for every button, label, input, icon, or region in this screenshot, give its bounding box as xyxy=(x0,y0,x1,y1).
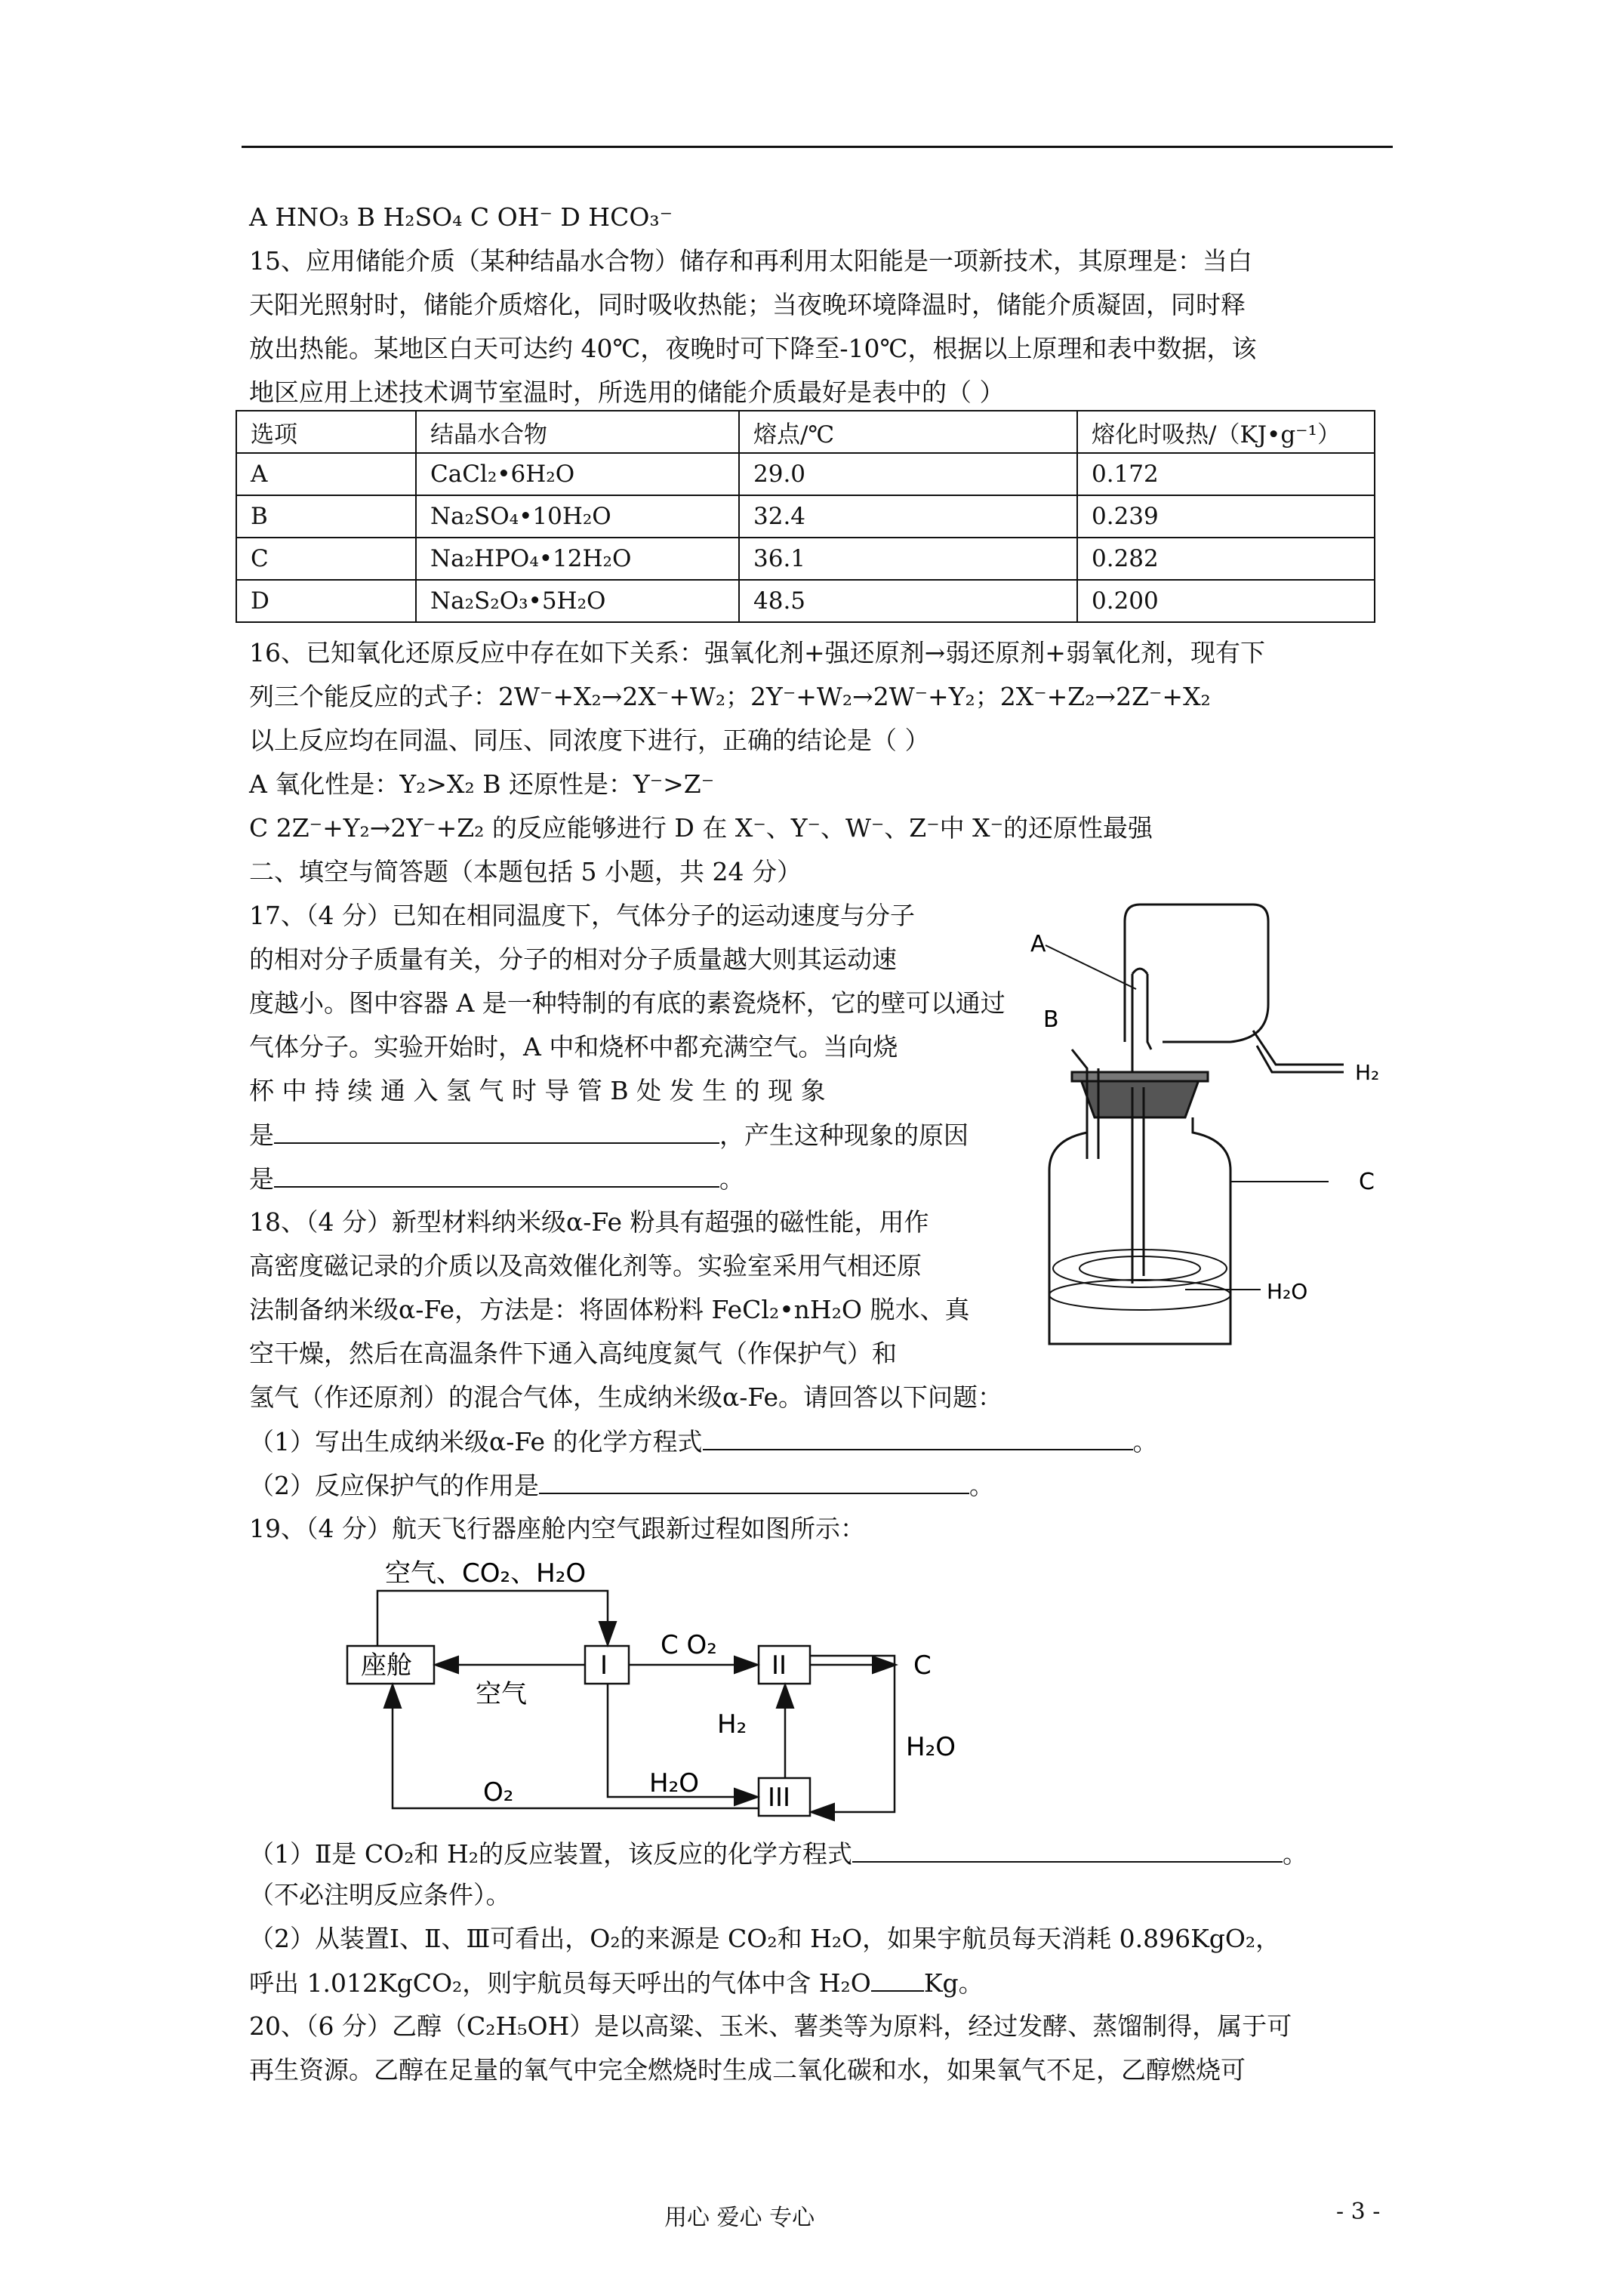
q18-line: 18、（4 分）新型材料纳米级α-Fe 粉具有超强的磁性能，用作 xyxy=(249,1207,929,1237)
q16-line: A 氧化性是：Y₂>X₂ B 还原性是：Y⁻>Z⁻ xyxy=(249,769,715,799)
q18-line: 高密度磁记录的介质以及高效催化剂等。实验室采用气相还原 xyxy=(249,1251,922,1281)
table-row xyxy=(236,453,1375,495)
q19-sub2-line2 xyxy=(249,1968,984,1999)
q17-line: 杯 中 持 续 通 入 氢 气 时 导 管 B 处 发 生 的 现 象 xyxy=(249,1076,826,1105)
device-i-label: I xyxy=(600,1650,608,1681)
table-row xyxy=(236,580,1375,622)
text: 。 xyxy=(969,1471,994,1500)
text: （1）写出生成纳米级α-Fe 的化学方程式 xyxy=(249,1427,703,1456)
device-iii-label: III xyxy=(768,1783,791,1813)
text: 是 xyxy=(249,1164,274,1194)
text: （1）Ⅱ是 CO₂和 H₂的反应装置，该反应的化学方程式 xyxy=(249,1839,852,1869)
q18-line: 氢气（作还原剂）的混合气体，生成纳米级α-Fe。请回答以下问题： xyxy=(249,1382,1003,1412)
device-ii-label: II xyxy=(771,1650,787,1681)
q17-line: 17、（4 分）已知在相同温度下，气体分子的运动速度与分子 xyxy=(249,901,915,930)
table-cell: 0.282 xyxy=(1077,538,1375,580)
o2-label: O₂ xyxy=(483,1777,514,1808)
co2-label: C O₂ xyxy=(661,1630,717,1660)
table-row xyxy=(236,538,1375,580)
table-header-cell: 熔点/℃ xyxy=(739,411,1077,453)
q18-sub1 xyxy=(249,1426,1158,1457)
table-cell: 36.1 xyxy=(739,538,1077,580)
q17-answer-line-1 xyxy=(249,1120,969,1151)
text: 。 xyxy=(1282,1839,1307,1869)
table-cell: C xyxy=(236,538,416,580)
q16-line: 以上反应均在同温、同压、同浓度下进行，正确的结论是（ ） xyxy=(249,726,930,755)
table-cell: 0.200 xyxy=(1077,580,1375,622)
q19-intro: 19、（4 分）航天飞行器座舱内空气跟新过程如图所示： xyxy=(249,1514,865,1543)
q17-answer-line-2 xyxy=(249,1163,744,1194)
cabin-air-cycle-figure xyxy=(332,1552,1012,1823)
table-header-cell: 结晶水合物 xyxy=(416,411,739,453)
diffusion-apparatus-figure xyxy=(1027,891,1442,1351)
table-cell: 48.5 xyxy=(739,580,1077,622)
q20-line: 再生资源。乙醇在足量的氧气中完全燃烧时生成二氧化碳和水，如果氧气不足，乙醇燃烧可 xyxy=(249,2055,1246,2085)
q17-line: 的相对分子质量有关，分子的相对分子质量越大则其运动速 xyxy=(249,945,897,974)
cabin-label: 座舱 xyxy=(361,1650,412,1681)
table-cell: 0.172 xyxy=(1077,453,1375,495)
table-row xyxy=(236,495,1375,538)
q16-line: 列三个能反应的式子：2W⁻+X₂→2X⁻+W₂；2Y⁻+W₂→2W⁻+Y₂；2X⁻+Z₂→2Z⁻+X₂ xyxy=(249,682,1211,711)
table-header-cell: 熔化时吸热/（KJ•g⁻¹） xyxy=(1077,411,1375,453)
q19-sub1-note: （不必注明反应条件）。 xyxy=(249,1880,511,1909)
table-cell: CaCl₂•6H₂O xyxy=(416,453,739,495)
table-header-cell: 选项 xyxy=(236,411,416,453)
table-cell: 29.0 xyxy=(739,453,1077,495)
q18-line: 空干燥，然后在高温条件下通入高纯度氮气（作保护气）和 xyxy=(249,1339,897,1368)
text: （2）反应保护气的作用是 xyxy=(249,1471,539,1500)
q17-line: 气体分子。实验开始时，A 中和烧杯中都充满空气。当向烧 xyxy=(249,1032,898,1062)
h2-label: H₂ xyxy=(717,1709,747,1740)
q16-line: 16、已知氧化还原反应中存在如下关系：强氧化剂+强还原剂→弱还原剂+弱氧化剂，现有下 xyxy=(249,638,1265,667)
answer-blank[interactable] xyxy=(274,1163,719,1188)
page-number: - 3 - xyxy=(1336,2199,1381,2225)
text: 。 xyxy=(1132,1427,1158,1456)
table-cell: Na₂S₂O₃•5H₂O xyxy=(416,580,739,622)
footer-motto: 用心 爱心 专心 xyxy=(664,2205,815,2231)
q15-line: 地区应用上述技术调节室温时，所选用的储能介质最好是表中的（ ） xyxy=(249,378,1005,407)
q16-line: C 2Z⁻+Y₂→2Y⁻+Z₂ 的反应能够进行 D 在 X⁻、Y⁻、W⁻、Z⁻中 X⁻的还原性最强 xyxy=(249,813,1153,843)
table-cell: Na₂SO₄•10H₂O xyxy=(416,495,739,538)
q15-line: 放出热能。某地区白天可达约 40℃，夜晚时可下降至-10℃，根据以上原理和表中数据，该 xyxy=(249,334,1257,363)
air-label: 空气 xyxy=(476,1679,527,1709)
section-heading: 二、填空与简答题（本题包括 5 小题，共 24 分） xyxy=(249,857,802,886)
label-c: C xyxy=(1359,1169,1375,1195)
table-cell: A xyxy=(236,453,416,495)
q19-sub1 xyxy=(249,1838,1307,1869)
text: 是 xyxy=(249,1120,274,1150)
q15-line: 天阳光照射时，储能介质熔化，同时吸收热能；当夜晚环境降温时，储能介质凝固，同时释 xyxy=(249,290,1246,319)
answer-blank[interactable] xyxy=(871,1968,924,1992)
q17-line: 度越小。图中容器 A 是一种特制的有底的素瓷烧杯，它的壁可以通过 xyxy=(249,988,1006,1018)
q18-line: 法制备纳米级α-Fe，方法是：将固体粉料 FeCl₂•nH₂O 脱水、真 xyxy=(249,1295,970,1324)
hydrate-table xyxy=(236,410,1375,623)
q20-line: 20、（6 分）乙醇（C₂H₅OH）是以高粱、玉米、薯类等为原料，经过发酵、蒸馏制得，属于可 xyxy=(249,2011,1292,2041)
answer-blank[interactable] xyxy=(703,1426,1133,1450)
table-cell: Na₂HPO₄•12H₂O xyxy=(416,538,739,580)
answer-blank[interactable] xyxy=(852,1838,1283,1863)
top-flow-label: 空气、CO₂、H₂O xyxy=(385,1558,587,1589)
text: 。 xyxy=(719,1164,744,1194)
q15-line: 15、应用储能介质（某种结晶水合物）储存和再利用太阳能是一项新技术，其原理是：当白 xyxy=(249,246,1252,276)
table-cell: 32.4 xyxy=(739,495,1077,538)
header-rule xyxy=(242,146,1393,148)
q18-sub2 xyxy=(249,1470,994,1501)
table-cell: D xyxy=(236,580,416,622)
table-cell: 0.239 xyxy=(1077,495,1375,538)
table-header-row xyxy=(236,411,1375,453)
answer-blank[interactable] xyxy=(539,1470,969,1494)
text: Kg。 xyxy=(923,1968,984,1998)
h2o-mid-label: H₂O xyxy=(649,1768,699,1798)
label-a: A xyxy=(1030,931,1046,957)
label-b: B xyxy=(1043,1006,1059,1033)
text: ，产生这种现象的原因 xyxy=(719,1120,969,1150)
answer-blank[interactable] xyxy=(274,1120,719,1144)
c-output-label: C xyxy=(913,1650,932,1681)
text: 呼出 1.012KgCO₂，则宇航员每天呼出的气体中含 H₂O xyxy=(249,1968,871,1998)
h2o-right-label: H₂O xyxy=(906,1732,956,1762)
label-h2: H₂ xyxy=(1355,1060,1380,1085)
label-h2o: H₂O xyxy=(1267,1279,1308,1304)
table-cell: B xyxy=(236,495,416,538)
q14-options: A HNO₃ B H₂SO₄ C OH⁻ D HCO₃⁻ xyxy=(249,202,673,232)
q19-sub2-line1: （2）从装置Ⅰ、Ⅱ、Ⅲ可看出，O₂的来源是 CO₂和 H₂O，如果宇航员每天消耗 0.896KgO₂， xyxy=(249,1924,1281,1953)
